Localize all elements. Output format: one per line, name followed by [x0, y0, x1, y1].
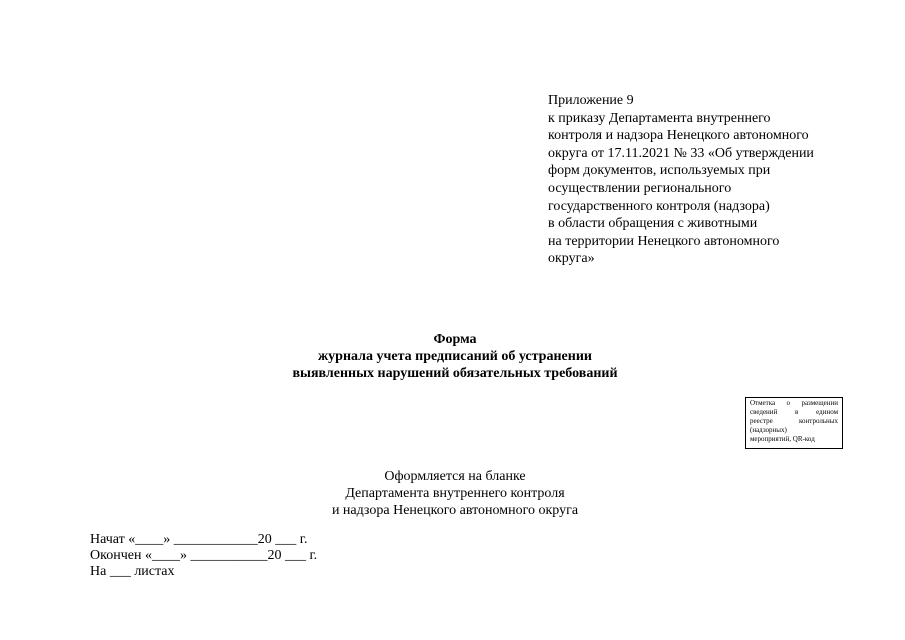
appendix-line: контроля и надзора Ненецкого автономного: [548, 128, 809, 144]
appendix-line: Приложение 9: [548, 93, 634, 108]
sheets-count-line: На ___ листах: [90, 564, 175, 579]
appendix-line: округа от 17.11.2021 № 33 «Об утверждении: [548, 145, 814, 161]
appendix-line: форм документов, используемых при: [548, 163, 771, 179]
qr-box-line: сведений в едином: [750, 408, 838, 416]
qr-box-line: Отметка о размещении: [750, 399, 838, 407]
appendix-line: на территории Ненецкого автономного: [548, 233, 780, 249]
form-title: [150, 331, 760, 382]
letterhead-note-line: Оформляется на бланке: [384, 469, 526, 484]
qr-box-line: мероприятий, QR-код: [750, 435, 815, 443]
form-title-line: журнала учета предписаний об устранении: [318, 349, 592, 364]
appendix-line: государственного контроля (надзора): [548, 198, 770, 214]
appendix-line: округа»: [548, 251, 595, 267]
ended-date-line: Окончен «____» ___________20 ___ г.: [90, 548, 318, 563]
appendix-line: к приказу Департамента внутреннего: [548, 110, 771, 126]
letterhead-note-line: и надзора Ненецкого автономного округа: [331, 503, 579, 518]
form-title-line: выявленных нарушений обязательных требований: [292, 366, 618, 381]
qr-box-line: реестре контрольных: [750, 417, 838, 425]
appendix-line: в области обращения с животными: [548, 216, 758, 232]
form-title-line: Форма: [433, 332, 477, 347]
letterhead-note-line: Департамента внутреннего контроля: [345, 486, 565, 501]
qr-code-placeholder-box: [745, 397, 843, 449]
journal-dates: [90, 532, 317, 580]
letterhead-note: [250, 468, 660, 519]
appendix-reference: [548, 92, 848, 268]
appendix-line: осуществлении регионального: [548, 180, 732, 196]
started-date-line: Начат «____» ____________20 ___ г.: [90, 532, 308, 547]
qr-box-line: (надзорных): [750, 426, 787, 434]
